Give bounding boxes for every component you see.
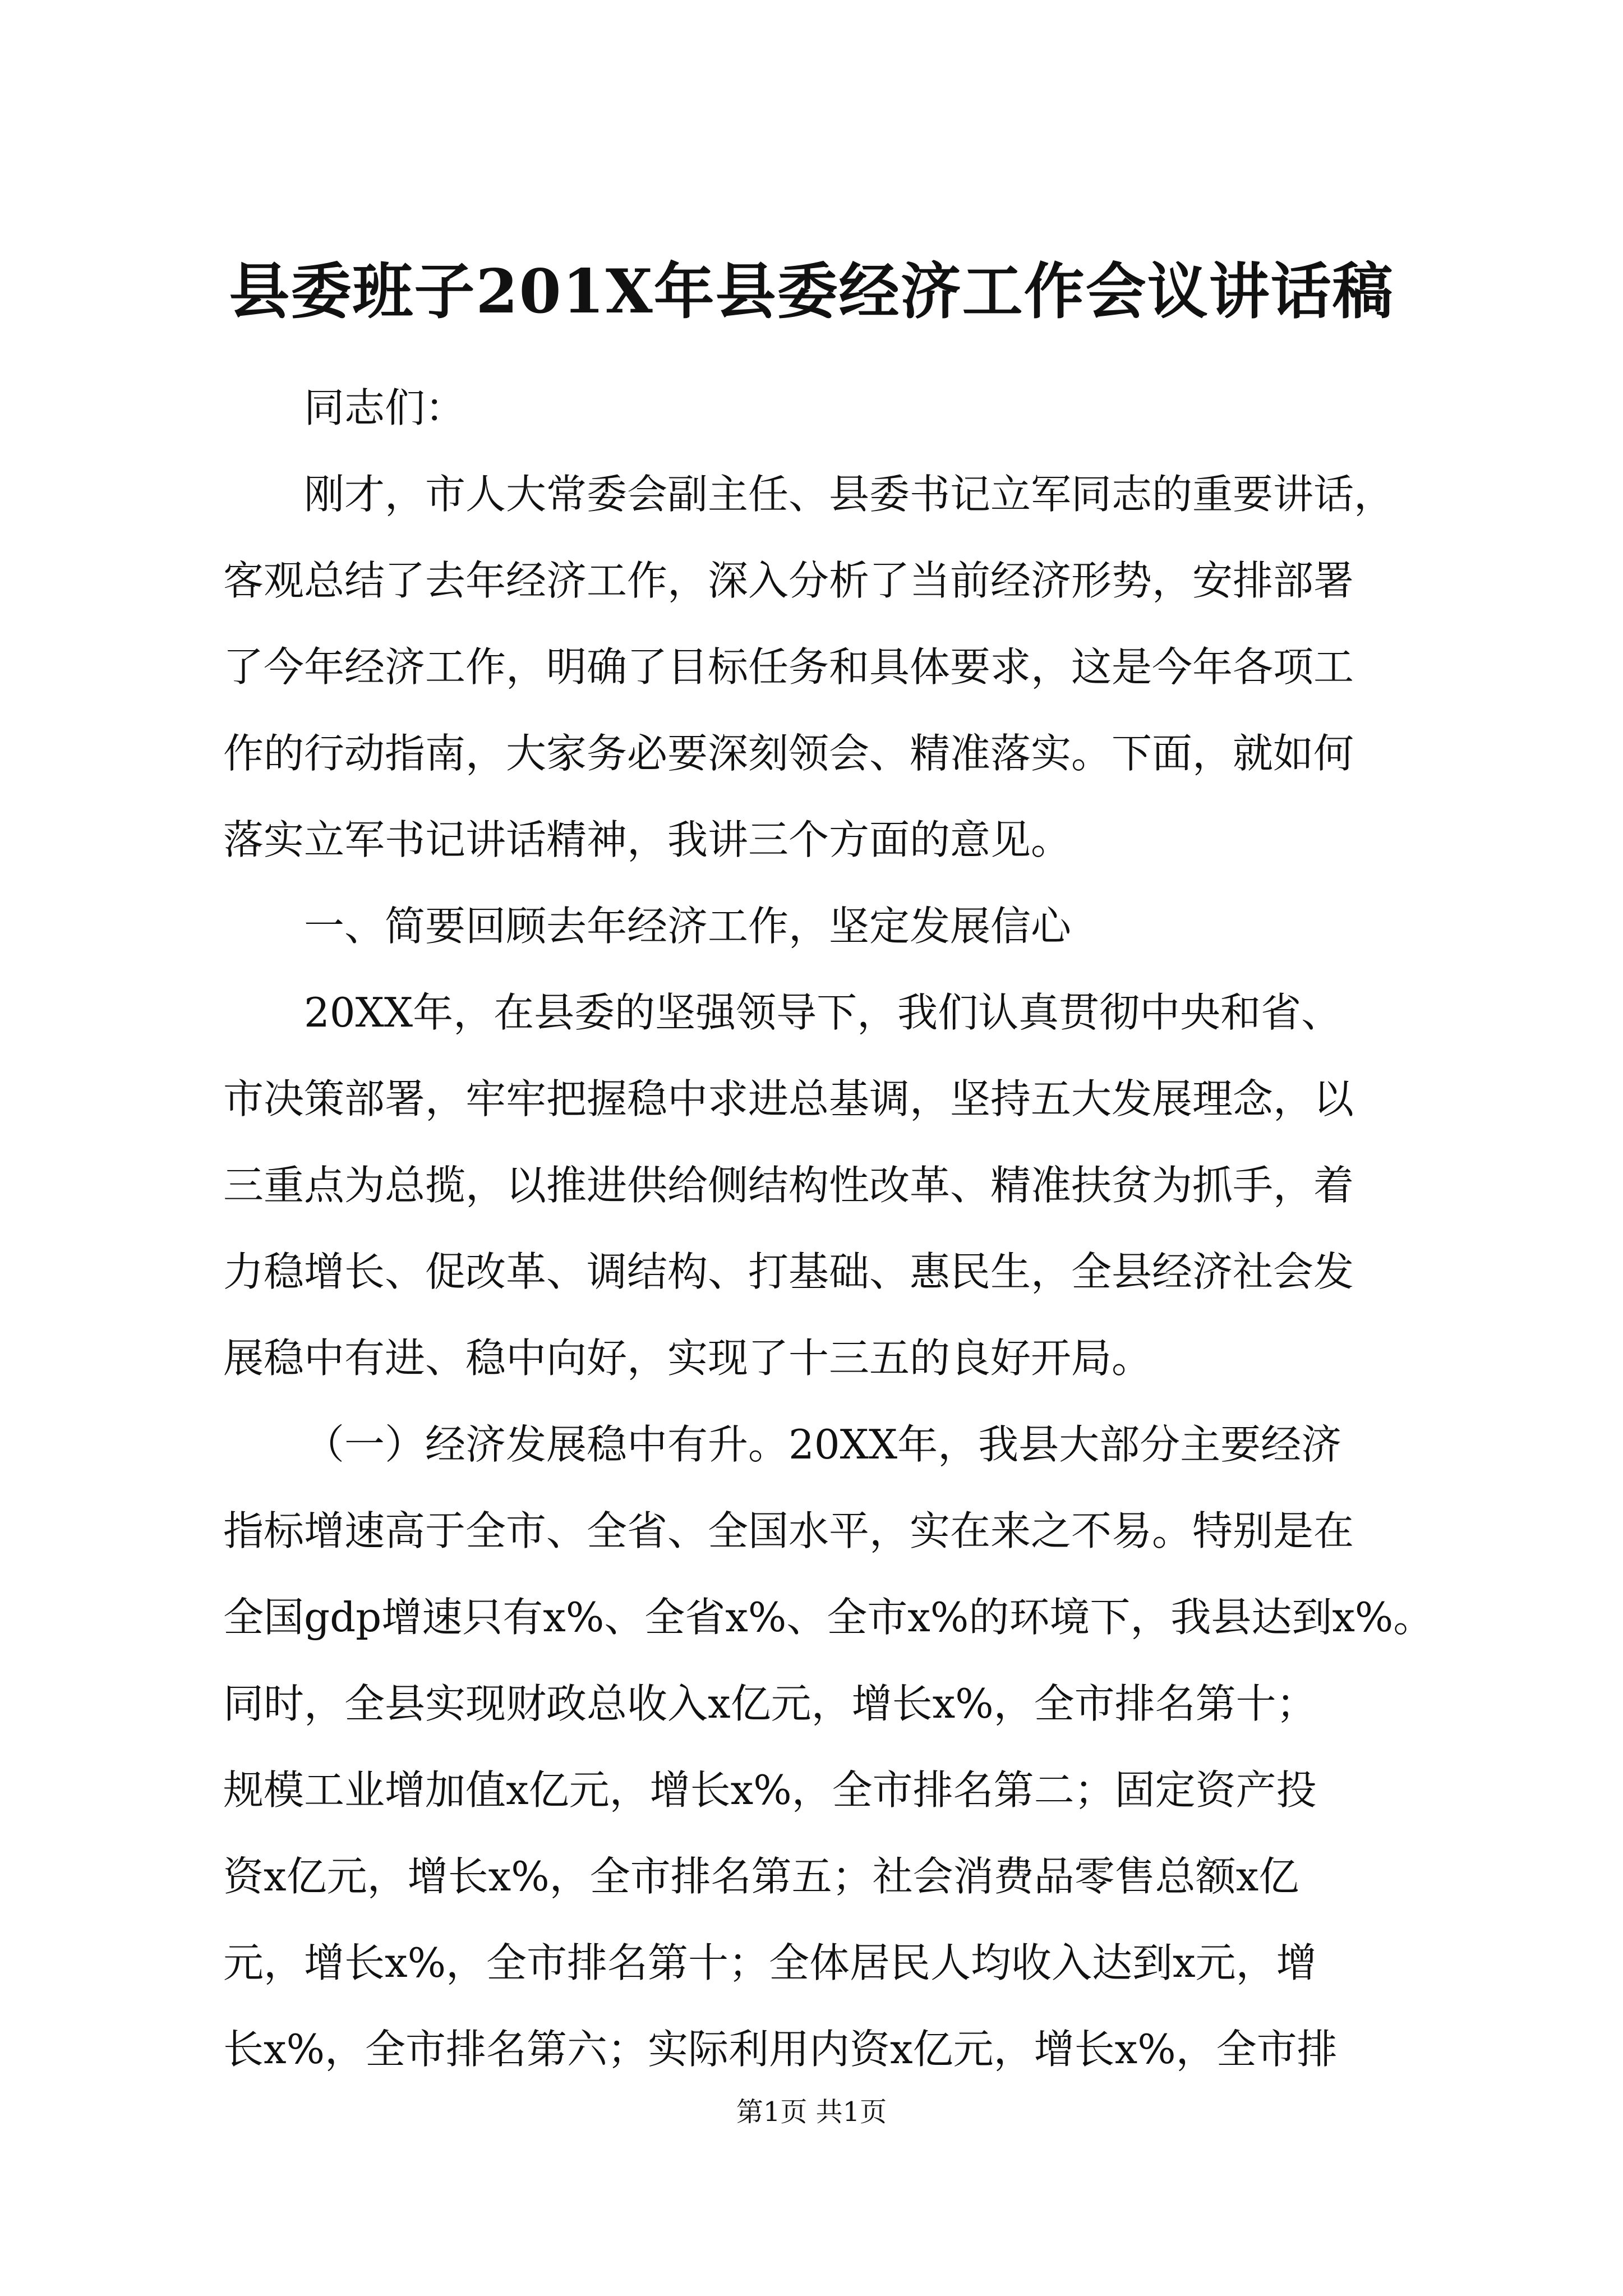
paragraph-line: 规模工业增加值x亿元，增长x%，全市排名第二；固定资产投 <box>223 1766 1317 1814</box>
paragraph-line: 同时，全县实现财政总收入x亿元，增长x%，全市排名第十； <box>223 1680 1317 1727</box>
paragraph-line: 20XX年，在县委的坚强领导下，我们认真贯彻中央和省、 <box>304 989 1342 1036</box>
paragraph-line: 刚才，市人大常委会副主任、县委书记立军同志的重要讲话， <box>304 471 1395 518</box>
paragraph-line: 市决策部署，牢牢把握稳中求进总基调，坚持五大发展理念，以 <box>223 1075 1354 1122</box>
paragraph-line: 资x亿元，增长x%，全市排名第五；社会消费品零售总额x亿 <box>223 1853 1299 1900</box>
paragraph-line: 客观总结了去年经济工作，深入分析了当前经济形势，安排部署 <box>223 557 1354 604</box>
paragraph-line: 了今年经济工作，明确了目标任务和具体要求，这是今年各项工 <box>223 643 1354 691</box>
document-body <box>223 365 1434 2092</box>
paragraph-line: 指标增速高于全市、全省、全国水平，实在来之不易。特别是在 <box>223 1507 1354 1554</box>
document-title: 县委班子201X年县委经济工作会议讲话稿 <box>229 256 1394 327</box>
page-footer: 第1页 共1页 <box>736 2096 887 2128</box>
paragraph-line: 作的行动指南，大家务必要深刻领会、精准落实。下面，就如何 <box>223 730 1354 777</box>
salutation: 同志们： <box>304 384 466 431</box>
paragraph-line: 三重点为总揽，以推进供给侧结构性改革、精准扶贫为抓手，着 <box>223 1162 1354 1209</box>
paragraph-line: 全国gdp增速只有x%、全省x%、全市x%的环境下，我县达到x%。 <box>223 1594 1434 1641</box>
paragraph-line: 元，增长x%，全市排名第十；全体居民人均收入达到x元，增 <box>223 1939 1317 1986</box>
paragraph-line: 力稳增长、促改革、调结构、打基础、惠民生，全县经济社会发 <box>223 1248 1354 1295</box>
section-heading: 一、简要回顾去年经济工作，坚定发展信心 <box>304 903 1072 950</box>
paragraph-line: 落实立军书记讲话精神，我讲三个方面的意见。 <box>223 816 1072 863</box>
paragraph-line: 长x%，全市排名第六；实际利用内资x亿元，增长x%，全市排 <box>223 2026 1338 2073</box>
subsection-line: （一）经济发展稳中有升。20XX年，我县大部分主要经济 <box>304 1421 1342 1468</box>
paragraph-line: 展稳中有进、稳中向好，实现了十三五的良好开局。 <box>223 1335 1152 1382</box>
